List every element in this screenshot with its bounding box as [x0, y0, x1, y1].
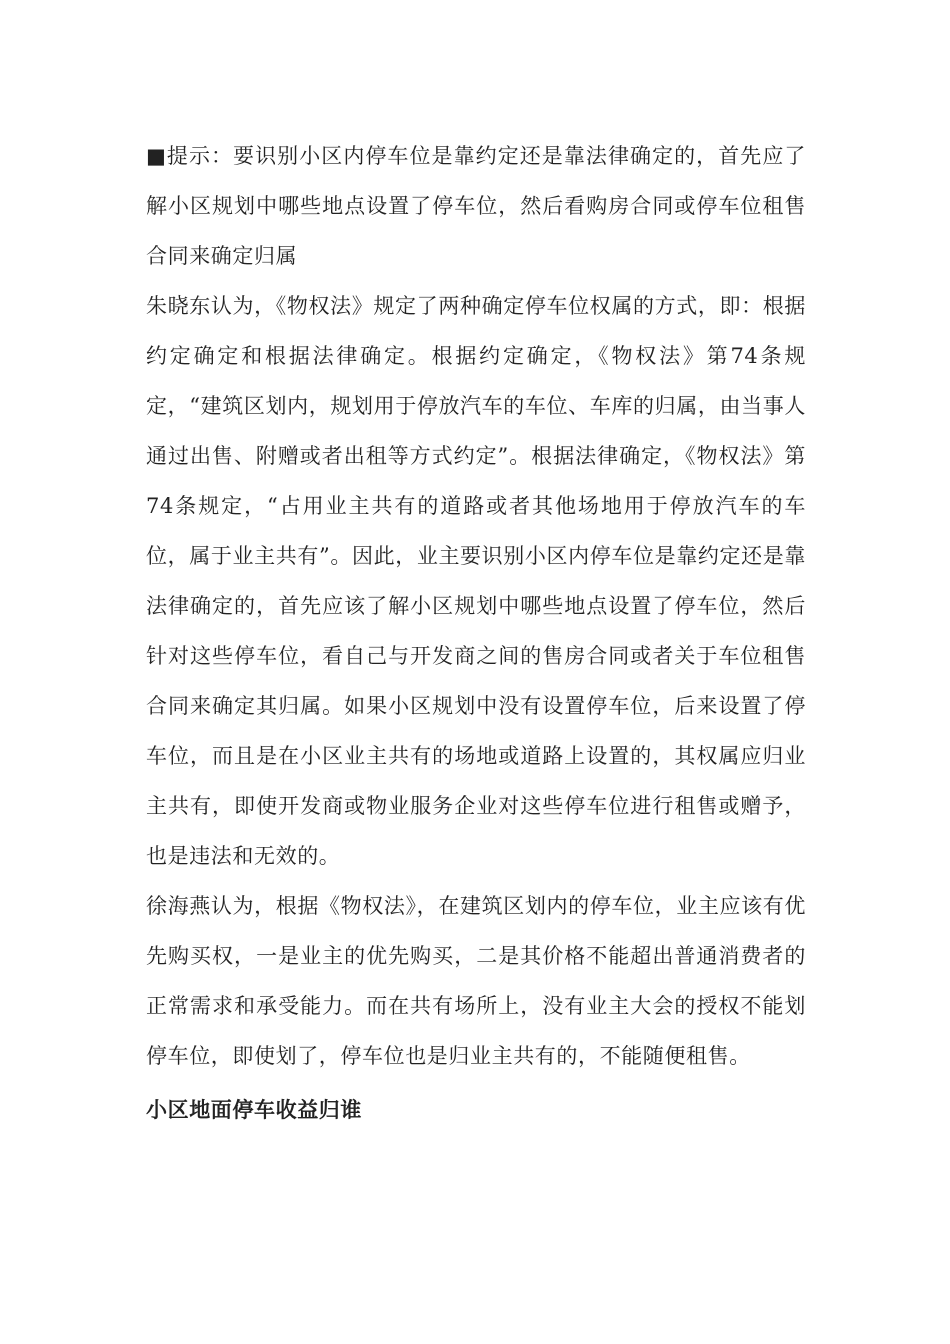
tip-paragraph: ■提示：要识别小区内停车位是靠约定还是靠法律确定的，首先应了解小区规划中哪些地点设置了停车位，然后看购房合同或停车位租售合同来确定归属 [146, 144, 806, 268]
zhu-xiaodong-paragraph: 朱晓东认为，《物权法》规定了两种确定停车位权属的方式，即：根据约定确定和根据法律确定。根据约定确定，《物权法》第74条规定，“建筑区划内，规划用于停放汽车的车位、车库的归属，由当事人通过出售、附赠或者出租等方式约定”。根据法律确定，《物权法》第74条规定，“占用业主共有的道路或者其他场地用于停放汽车的车位，属于业主共有”。因此，业主要识别小区内停车位是靠约定还是靠法律确定的，首先应该了解小区规划中哪些地点设置了停车位，然后针对这些停车位，看自己与开发商之间的售房合同或者关于车位租售合同来确定其归属。如果小区规划中没有设置停车位，后来设置了停车位，而且是在小区业主共有的场地或道路上设置的，其权属应归业主共有，即使开发商或物业服务企业对这些停车位进行租售或赠予，也是违法和无效的。 [146, 294, 806, 868]
section-heading: 小区地面停车收益归谁 [146, 1098, 362, 1122]
article-body [146, 131, 806, 1135]
xu-haiyan-paragraph: 徐海燕认为，根据《物权法》，在建筑区划内的停车位，业主应该有优先购买权，一是业主的优先购买，二是其价格不能超出普通消费者的正常需求和承受能力。而在共有场所上，没有业主大会的授权不能划停车位，即使划了，停车位也是归业主共有的，不能随便租售。 [146, 894, 806, 1068]
